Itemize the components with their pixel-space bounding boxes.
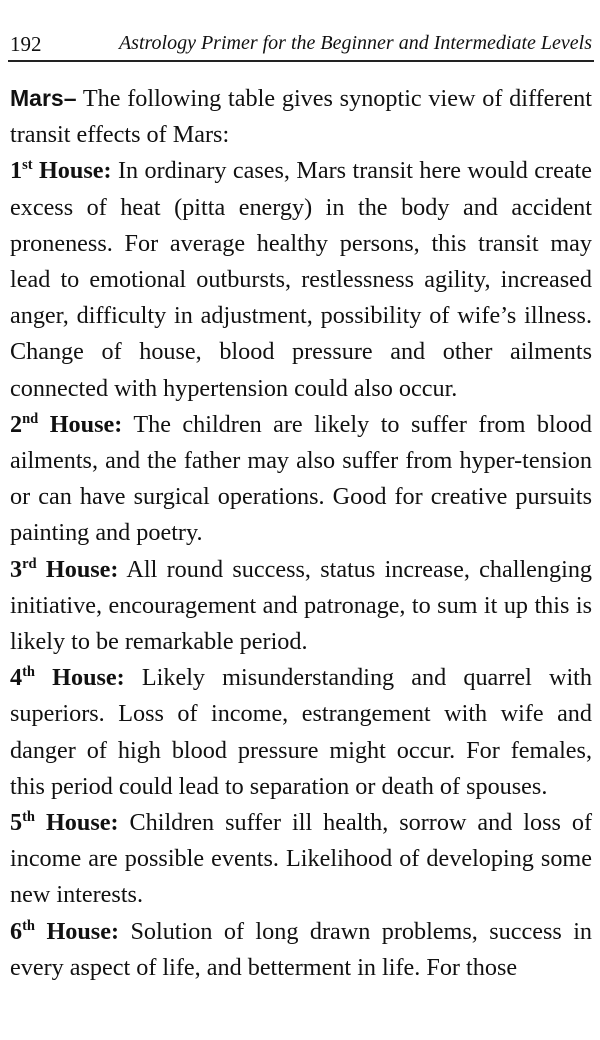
mars-heading: Mars– bbox=[10, 85, 77, 111]
house-4-text: Likely misunderstanding and quarrel with superiors. Loss of income, estrangement with wife and danger of high blood pressure might occur. For females, this period could lead to separation or death of spouses. bbox=[10, 664, 592, 800]
house-4-number: 4 bbox=[10, 664, 23, 692]
house-3-suffix: rd bbox=[22, 555, 37, 572]
house-3-heading bbox=[10, 556, 118, 583]
house-5-text: Children suffer ill health, sorrow and loss of income are possible events. Likelihood of developing some new interests. bbox=[10, 809, 593, 909]
house-5-heading bbox=[10, 809, 119, 836]
house-4-suffix: th bbox=[22, 664, 36, 681]
house-3-label: House: bbox=[36, 555, 119, 583]
house-5-suffix: th bbox=[22, 809, 36, 825]
house-4-label: House: bbox=[35, 664, 125, 692]
page-number: 192 bbox=[10, 32, 42, 56]
page-header bbox=[8, 30, 594, 62]
house-1-number: 1 bbox=[10, 157, 23, 185]
house-3-text: All round success, status increase, challenging initiative, encouragement and patronage, to sum it up this is likely to be remarkable period. bbox=[10, 555, 593, 656]
house-2-heading bbox=[10, 411, 122, 438]
intro-text: The following table gives synoptic view of different transit effects of Mars: bbox=[10, 85, 592, 149]
house-6-label: House: bbox=[35, 917, 120, 945]
house-1-suffix: st bbox=[22, 157, 33, 174]
house-5-number: 5 bbox=[10, 809, 23, 837]
house-2-paragraph bbox=[10, 407, 592, 552]
house-3-number: 3 bbox=[10, 555, 23, 583]
intro-paragraph bbox=[10, 80, 592, 153]
house-1-heading bbox=[10, 157, 112, 184]
house-6-paragraph bbox=[10, 914, 592, 986]
house-6-heading bbox=[10, 918, 119, 945]
house-1-text: In ordinary cases, Mars transit here would create excess of heat (pitta energy) in the body and accident proneness. For average healthy persons, this transit may lead to emotional outbursts, restlessness agility, increased anger, difficulty in adjustment, possibility of wife’s illness. Change of house, blood pressure and other ailments connected with hypertension could also occur. bbox=[10, 157, 593, 402]
house-1-paragraph bbox=[10, 153, 592, 406]
house-3-paragraph bbox=[10, 552, 592, 661]
running-title: Astrology Primer for the Beginner and Intermediate Levels bbox=[118, 32, 592, 54]
house-2-number: 2 bbox=[10, 410, 23, 438]
house-4-heading bbox=[10, 664, 125, 691]
house-1-label: House: bbox=[32, 157, 112, 185]
house-6-text: Solution of long drawn problems, success in every aspect of life, and betterment in life. For those bbox=[10, 917, 593, 981]
house-6-suffix: th bbox=[22, 917, 36, 934]
house-2-text: The children are likely to suffer from blood ailments, and the father may also suffer from hyper-tension or can have surgical operations. Good for creative pursuits painting and poetry. bbox=[10, 410, 593, 547]
house-2-suffix: nd bbox=[22, 410, 39, 427]
house-5-label: House: bbox=[35, 809, 119, 837]
body-text bbox=[10, 80, 592, 986]
house-4-paragraph bbox=[10, 660, 592, 805]
house-2-label: House: bbox=[38, 410, 123, 438]
house-5-paragraph bbox=[10, 805, 592, 914]
house-6-number: 6 bbox=[10, 917, 23, 945]
